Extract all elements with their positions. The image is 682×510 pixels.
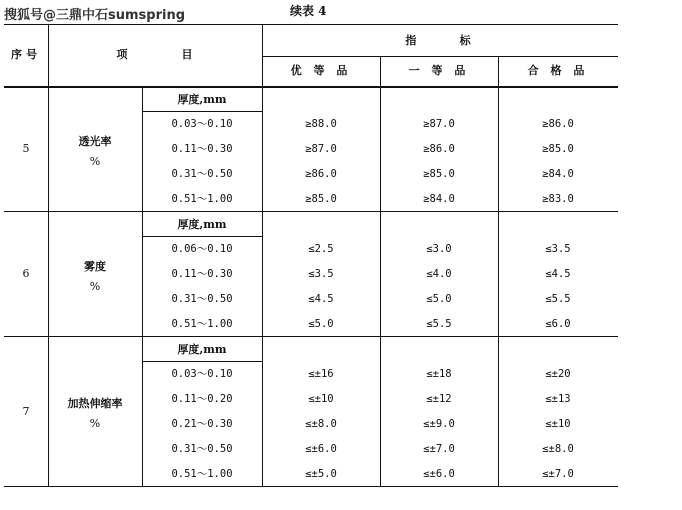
value-first: ≤±9.0 bbox=[423, 417, 455, 430]
value-premium: ≤5.0 bbox=[308, 317, 334, 330]
value-qualified: ≥85.0 bbox=[542, 142, 574, 155]
thickness-range: 0.51～1.00 bbox=[171, 318, 233, 330]
rule-header-bottom bbox=[4, 86, 618, 88]
value-first: ≤±7.0 bbox=[423, 442, 455, 455]
value-qualified: ≤±13 bbox=[545, 392, 571, 405]
group-name bbox=[48, 94, 142, 209]
value-premium: ≤±10 bbox=[308, 392, 334, 405]
value-qualified: ≤3.5 bbox=[545, 242, 571, 255]
value-first: ≥86.0 bbox=[423, 142, 455, 155]
thickness-range: 0.51～1.00 bbox=[171, 193, 233, 205]
value-qualified: ≥84.0 bbox=[542, 167, 574, 180]
header-item-a: 项 bbox=[116, 48, 134, 61]
group-number: 6 bbox=[22, 267, 30, 280]
value-premium: ≤±6.0 bbox=[305, 442, 337, 455]
value-first: ≤±18 bbox=[426, 367, 452, 380]
rule-col-range bbox=[262, 24, 263, 486]
group-name bbox=[48, 344, 142, 484]
header-grade-premium: 优 等 品 bbox=[290, 64, 352, 77]
thickness-range: 0.51～1.00 bbox=[171, 468, 233, 480]
header-grade-qualified: 合 格 品 bbox=[527, 64, 589, 77]
rule-col-grade2 bbox=[498, 56, 499, 486]
value-qualified: ≤5.5 bbox=[545, 292, 571, 305]
rule-col-grade1 bbox=[380, 56, 381, 486]
rule-top bbox=[4, 24, 618, 25]
header-indicator: 指 标 bbox=[405, 34, 475, 47]
rule-header-mid bbox=[262, 56, 618, 57]
value-qualified: ≥86.0 bbox=[542, 117, 574, 130]
group-title: 透光率 bbox=[78, 134, 112, 148]
thickness-label: 厚度,mm bbox=[177, 92, 227, 106]
rule-group-bottom bbox=[4, 486, 618, 487]
thickness-label: 厚度,mm bbox=[177, 217, 227, 231]
value-first: ≤±6.0 bbox=[423, 467, 455, 480]
group-number: 7 bbox=[22, 404, 30, 418]
value-qualified: ≤6.0 bbox=[545, 317, 571, 330]
rule-group-bottom bbox=[4, 336, 618, 337]
thickness-range: 0.11～0.30 bbox=[171, 143, 233, 155]
value-qualified: ≤±20 bbox=[545, 367, 571, 380]
value-first: ≥87.0 bbox=[423, 117, 455, 130]
rule-col-seq bbox=[48, 24, 49, 486]
value-premium: ≥85.0 bbox=[305, 192, 337, 205]
watermark: 搜狐号@三鼎中石sumspring bbox=[4, 8, 186, 23]
value-first: ≤5.0 bbox=[426, 292, 452, 305]
thickness-range: 0.31～0.50 bbox=[171, 443, 233, 455]
value-qualified: ≥83.0 bbox=[542, 192, 574, 205]
thickness-range: 0.21～0.30 bbox=[171, 418, 233, 430]
value-premium: ≥88.0 bbox=[305, 117, 337, 130]
rule-group-bottom bbox=[4, 211, 618, 212]
value-qualified: ≤4.5 bbox=[545, 267, 571, 280]
value-premium: ≤±16 bbox=[308, 367, 334, 380]
value-premium: ≤±8.0 bbox=[305, 417, 337, 430]
value-first: ≤3.0 bbox=[426, 242, 452, 255]
header-item-b: 目 bbox=[181, 48, 199, 61]
group-unit: % bbox=[89, 279, 101, 293]
value-premium: ≤±5.0 bbox=[305, 467, 337, 480]
thickness-range: 0.03～0.10 bbox=[171, 118, 233, 130]
thickness-range: 0.06～0.10 bbox=[171, 243, 233, 255]
value-first: ≥84.0 bbox=[423, 192, 455, 205]
group-name bbox=[48, 219, 142, 334]
header-seq: 序号 bbox=[11, 48, 41, 61]
value-qualified: ≤±10 bbox=[545, 417, 571, 430]
value-premium: ≤4.5 bbox=[308, 292, 334, 305]
rule-col-item bbox=[142, 86, 143, 486]
value-first: ≤5.5 bbox=[426, 317, 452, 330]
value-premium: ≥87.0 bbox=[305, 142, 337, 155]
group-unit: % bbox=[89, 417, 101, 430]
value-first: ≥85.0 bbox=[423, 167, 455, 180]
value-qualified: ≤±7.0 bbox=[542, 467, 574, 480]
thickness-range: 0.31～0.50 bbox=[171, 293, 233, 305]
group-number: 5 bbox=[22, 142, 30, 155]
value-premium: ≤3.5 bbox=[308, 267, 334, 280]
group-title: 加热伸缩率 bbox=[67, 397, 123, 410]
group-title: 雾度 bbox=[84, 259, 106, 273]
value-premium: ≥86.0 bbox=[305, 167, 337, 180]
thickness-range: 0.11～0.30 bbox=[171, 268, 233, 280]
value-first: ≤±12 bbox=[426, 392, 452, 405]
thickness-range: 0.11～0.20 bbox=[171, 393, 233, 405]
thickness-label: 厚度,mm bbox=[177, 342, 227, 356]
thickness-range: 0.03～0.10 bbox=[171, 368, 233, 380]
group-unit: % bbox=[89, 154, 101, 168]
value-first: ≤4.0 bbox=[426, 267, 452, 280]
value-qualified: ≤±8.0 bbox=[542, 442, 574, 455]
value-premium: ≤2.5 bbox=[308, 242, 334, 255]
header-grade-first: 一 等 品 bbox=[408, 64, 470, 77]
thickness-range: 0.31～0.50 bbox=[171, 168, 233, 180]
table-caption: 续表 4 bbox=[290, 4, 327, 18]
